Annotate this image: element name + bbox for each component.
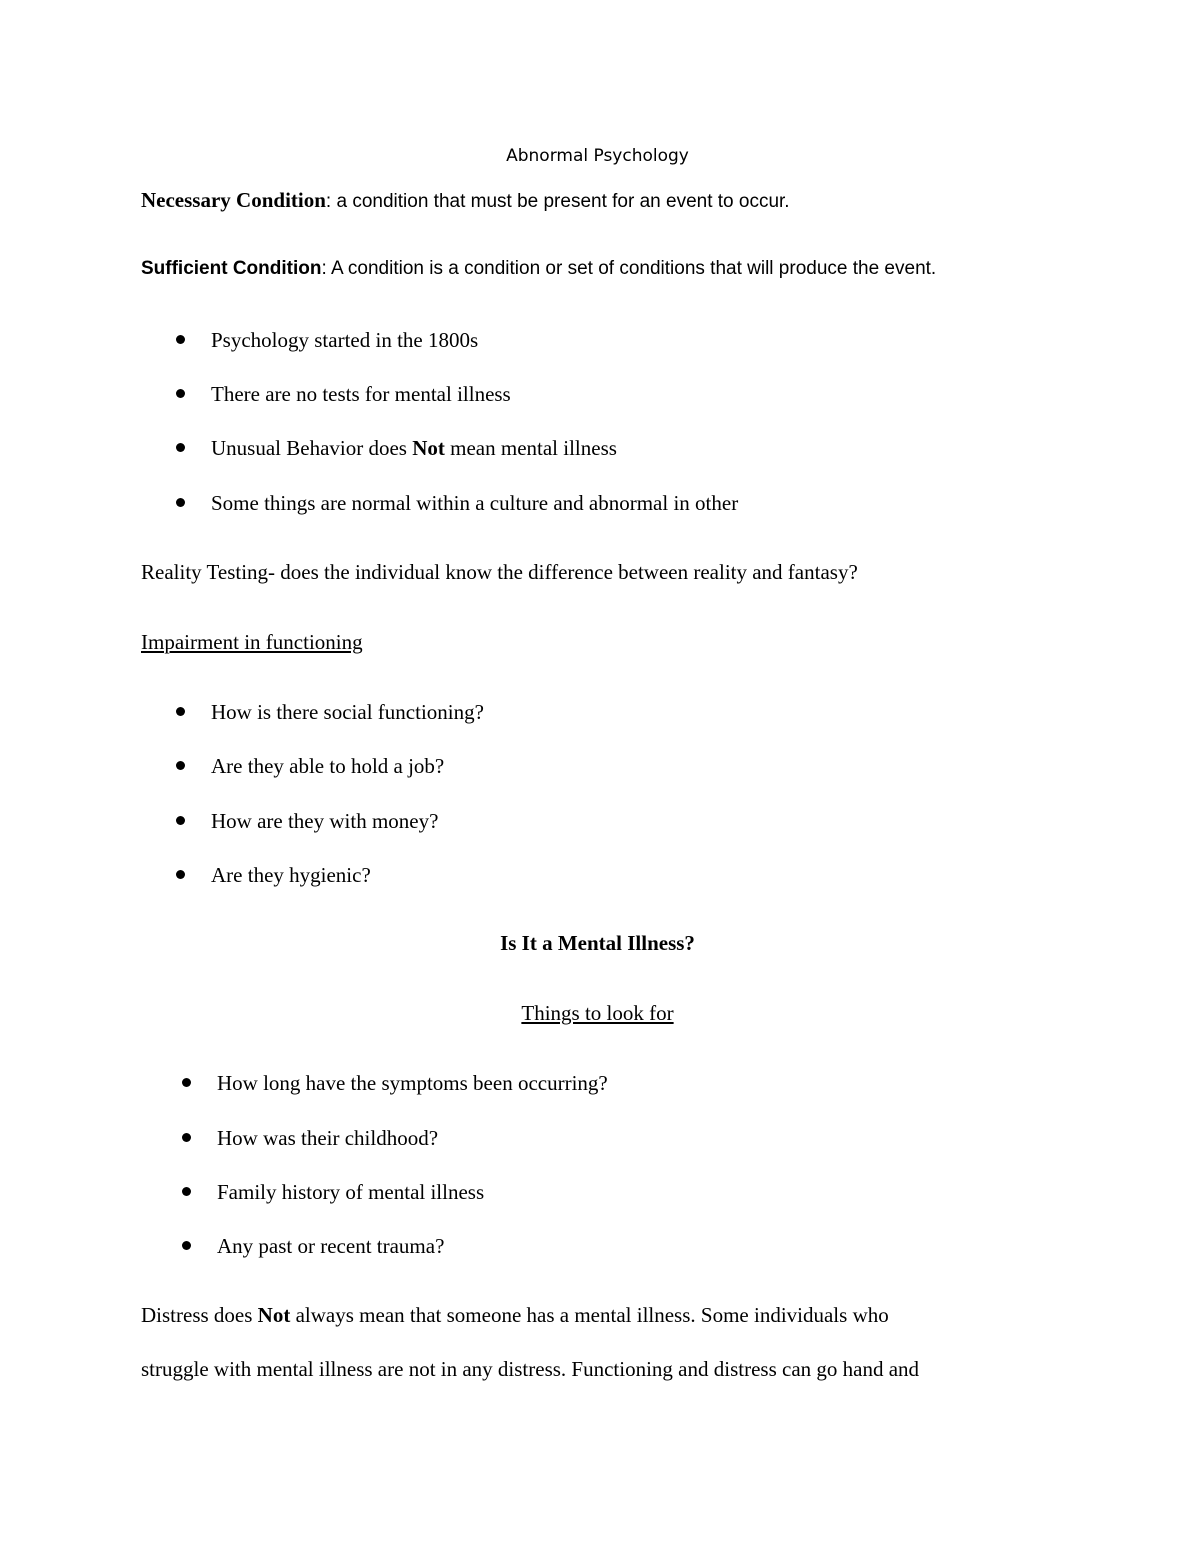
bullet-icon <box>176 870 185 879</box>
sufficient-condition-text: : A condition is a condition or set of conditions that will produce the event. <box>321 258 937 279</box>
emphasis-not: Not <box>412 436 445 460</box>
list-item: Are they able to hold a job? <box>211 754 445 778</box>
list-item <box>211 434 617 462</box>
bullet-icon <box>176 389 185 398</box>
list-item: How are they with money? <box>211 809 439 833</box>
list-item: There are no tests for mental illness <box>211 382 511 406</box>
list-item: Some things are normal within a culture and abnormal in other <box>211 491 739 515</box>
paragraph-line-2: struggle with mental illness are not in any distress. Functioning and distress can go hand and <box>141 1357 920 1381</box>
necessary-condition-definition <box>141 186 790 216</box>
emphasis-not: Not <box>257 1303 291 1327</box>
paragraph-text: always mean that someone has a mental illness. Some individuals who <box>290 1303 889 1327</box>
bullet-icon <box>176 816 185 825</box>
document-title: Abnormal Psychology <box>506 146 689 166</box>
sufficient-condition-term: Sufficient Condition <box>141 258 322 279</box>
list-item: Psychology started in the 1800s <box>211 328 479 352</box>
bullet-icon <box>176 707 185 716</box>
list-item: How is there social functioning? <box>211 700 484 724</box>
bullet-icon <box>176 498 185 507</box>
paragraph-line-1 <box>141 1301 889 1329</box>
list-item: Any past or recent trauma? <box>217 1234 445 1258</box>
reality-testing-text: Reality Testing- does the individual know the difference between reality and fantasy? <box>141 560 858 584</box>
sufficient-condition-definition <box>141 255 936 283</box>
section-heading: Is It a Mental Illness? <box>500 931 695 955</box>
list-item: Family history of mental illness <box>217 1180 485 1204</box>
list-item-text: Unusual Behavior does <box>211 436 413 460</box>
impairment-heading: Impairment in functioning <box>141 630 363 654</box>
subheading-text: Things to look for <box>521 1001 674 1025</box>
bullet-icon <box>176 761 185 770</box>
paragraph-text: Distress does <box>141 1303 258 1327</box>
bullet-icon <box>182 1133 191 1142</box>
list-item: How was their childhood? <box>217 1126 439 1150</box>
list-item-text: mean mental illness <box>444 436 617 460</box>
bullet-icon <box>182 1241 191 1250</box>
bullet-icon <box>176 335 185 344</box>
bullet-icon <box>176 443 185 452</box>
necessary-condition-term: Necessary Condition <box>141 188 326 212</box>
bullet-icon <box>182 1187 191 1196</box>
necessary-condition-text: : a condition that must be present for an event to occur. <box>325 191 790 212</box>
list-item: How long have the symptoms been occurring? <box>217 1071 608 1095</box>
subheading <box>0 999 1195 1027</box>
list-item: Are they hygienic? <box>211 863 371 887</box>
bullet-icon <box>182 1078 191 1087</box>
